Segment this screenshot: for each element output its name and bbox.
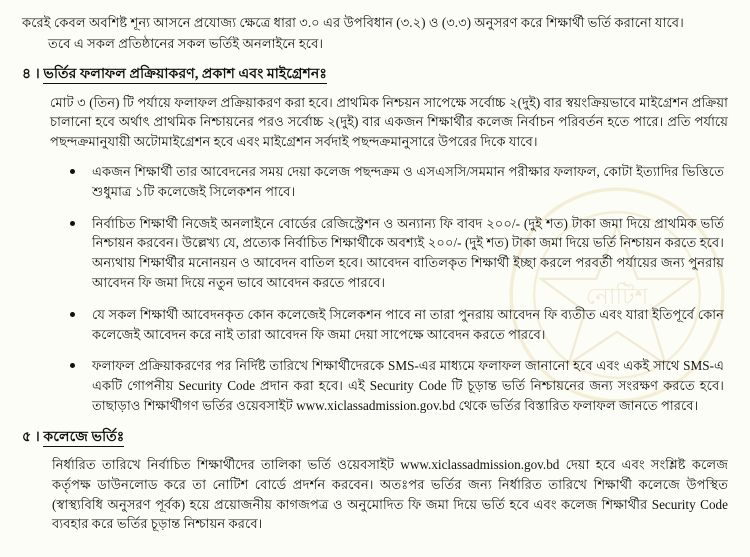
section-4-heading <box>22 65 728 84</box>
list-item-text: যে সকল শিক্ষার্থী আবেদনকৃত কোন কলেজেই সিলেকশন পাবে না তারা পুনরায় আবেদন ফি ব্যতীত এবং যারা ইতিপূর্বে কোন কলেজেই আবেদন করে নাই তারা আবেদন ফি জমা দেয়া সাপেক্ষে আবেদন করতে পারবে। <box>92 306 724 342</box>
intro-line-1: করেই কেবল অবশিষ্ট শূন্য আসনে প্রযোজ্য ক্ষেত্রে ধারা ৩.০ এর উপবিধান (৩.২) ও (৩.৩) অনুসরণ করে শিক্ষার্থী ভর্তি করানো যাবে। <box>22 15 684 30</box>
bullet-dot-icon <box>70 169 75 174</box>
section-5-paragraph: নির্ধারিত তারিখে নির্বাচিত শিক্ষার্থীদের তালিকা ভর্তি ওয়েবসাইট www.xiclassadmission.gov.bd দেয়া হবে এবং সংশ্লিষ্ট কলেজ কর্তৃপক্ষ ডাউনলোড করে তা নোটিশ বোর্ডে প্রদর্শন করবেন। অতঃপর ভর্তির জন্য নির্ধারিত তারিখে শিক্ষার্থী কলেজে উপস্থিত (স্বাস্থ্যবিধি অনুসরণ পূর্বক) হয়ে প্রয়োজনীয় কাগজপত্র ও অনুমোদিত ফি জমা দিয়ে ভর্তি হবে এবং কলেজ শিক্ষার্থীর Security Code ব্যবহার করে ভর্তির চূড়ান্ত নিশ্চায়ন করবে। <box>52 456 728 532</box>
section-4-bullet-list <box>22 162 728 416</box>
list-item-text: ফলাফল প্রক্রিয়াকরণের পর নির্দিষ্ট তারিখে শিক্ষার্থীদেরকে SMS-এর মাধ্যমে ফলাফল জানানো হবে এবং একই সাথে SMS-এ একটি গোপনীয় Security Code প্রদান করা হবে। এই Security Code টি চূড়ান্ত ভর্তি নিশ্চায়নের জন্য সংরক্ষণ করতে হবে। তাছাড়াও শিক্ষার্থীগণ ভর্তির ওয়েবসাইট www.xiclassadmission.gov.bd থেকে ভর্তির বিস্তারিত ফলাফল জানতে পারবে। <box>92 358 724 413</box>
intro-block <box>22 14 728 53</box>
section-4-number: ৪ । <box>22 66 40 83</box>
bullet-dot-icon <box>70 363 75 368</box>
svg-text:নোটিশ: নোটিশ <box>585 284 649 310</box>
section-4-title: ভর্তির ফলাফল প্রক্রিয়াকরণ, প্রকাশ এবং মাইগ্রেশনঃ <box>43 66 327 83</box>
list-item-text: একজন শিক্ষার্থী তার আবেদনের সময় দেয়া কলেজ পছন্দক্রম ও এসএসসি/সমমান পরীক্ষার ফলাফল, কোটা ইত্যাদির ভিত্তিতে শুধুমাত্র ১টি কলেজেই সিলেকশন পাবে। <box>92 164 724 199</box>
bullet-dot-icon <box>70 312 75 317</box>
section-5-title: কলেজে ভর্তিঃ <box>43 428 125 445</box>
bullet-dot-icon <box>70 221 75 226</box>
intro-line-2: তবে এ সকল প্রতিষ্ঠানের সকল ভর্তিই অনলাইনে হবে। <box>48 35 324 51</box>
list-item <box>22 162 728 202</box>
list-item <box>22 305 728 345</box>
list-item <box>22 356 728 415</box>
document-content <box>22 14 728 534</box>
section-4-paragraph: মোট ৩ (তিন) টি পর্যায়ে ফলাফল প্রক্রিয়াকরণ করা হবে। প্রাথমিক নিশ্চয়ন সাপেক্ষে সর্বোচ্চ ২(দুই) বার স্বয়ংক্রিয়ভাবে মাইগ্রেশন প্রক্রিয়া চালানো হবে অর্থাৎ প্রাথমিক নিশ্চায়নের পরও সর্বোচ্চ ২(দুই) বার একজন শিক্ষার্থীর কলেজ নির্বাচন পরিবর্তন হতে পারে। প্রতি পর্যায়ে পছন্দক্রমানুযায়ী অটোমাইগ্রেশন হবে এবং মাইগ্রেশন সর্বদাই পছন্দক্রমানুসারে উপরের দিকে যাবে। <box>50 94 728 150</box>
section-5-number: ৫ । <box>22 428 40 445</box>
list-item <box>22 214 728 293</box>
section-5-heading <box>22 428 728 447</box>
list-item-text: নির্বাচিত শিক্ষার্থী নিজেই অনলাইনে বোর্ডের রেজিস্ট্রেশন ও অন্যান্য ফি বাবদ ২০০/- (দুই শত) টাকা জমা দিয়ে প্রাথমিক ভর্তি নিশ্চায়ন করবেন। উল্লেখ্য যে, প্রত্যেক নির্বাচিত শিক্ষার্থীকে অবশ্যই ২০০/- (দুই শত) টাকা জমা দিয়ে ভর্তি নিশ্চায়ন করতে হবে। অন্যথায় শিক্ষার্থীর মনোনয়ন ও আবেদন বাতিল হবে। আবেদন বাতিলকৃত শিক্ষার্থী ইচ্ছা করলে পরবর্তী পর্যায়ের জন্য পুনরায় আবেদন ফি জমা দিয়ে নতুন ভাবে আবেদন করতে পারবে। <box>92 215 724 291</box>
